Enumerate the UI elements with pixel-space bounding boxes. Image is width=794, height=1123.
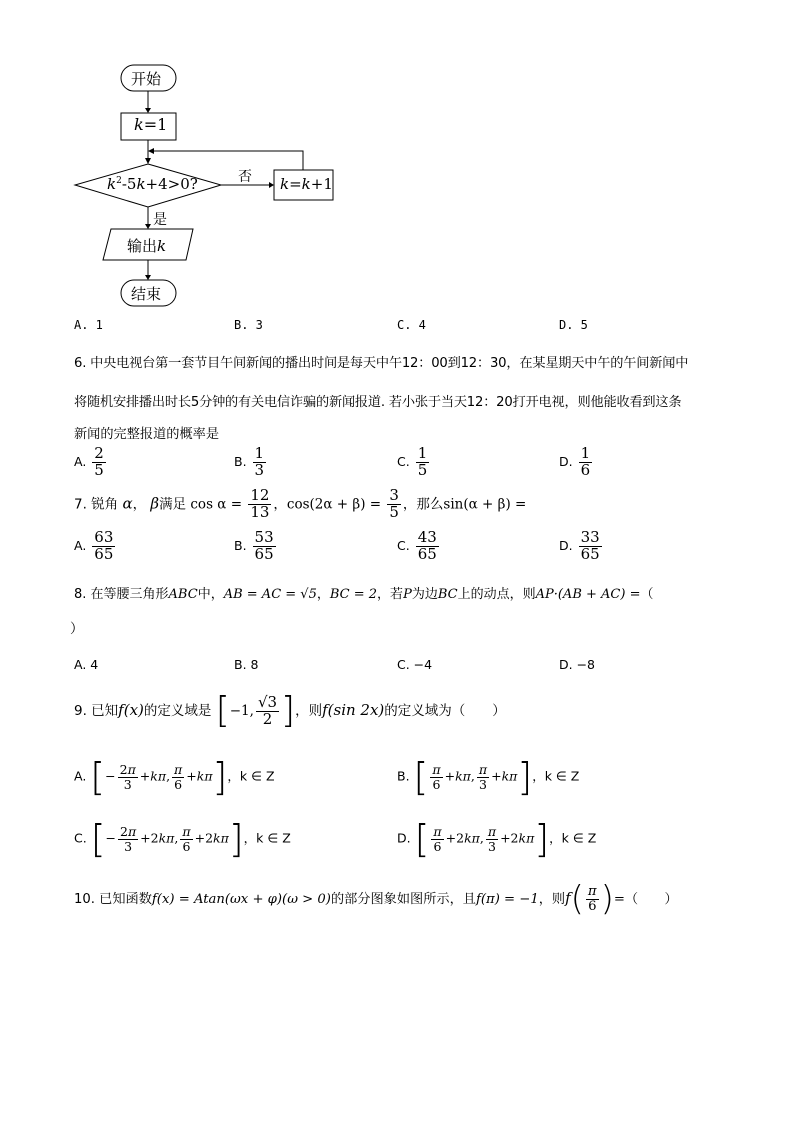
q6-option-a-label: A. bbox=[74, 453, 87, 469]
q8-abc: ABC bbox=[168, 587, 198, 602]
flow-start-label: 开始 bbox=[131, 70, 162, 88]
q7-option-d-num: 33 bbox=[580, 528, 600, 546]
q8-part2: 中， bbox=[197, 587, 224, 602]
q6-line-1: 6. 中央电视台第一套节目午间新闻的播出时间是每天中午12：00到12：30，在某星期天中午的午间新闻中 bbox=[74, 356, 689, 371]
flow-yes-label: 是 bbox=[153, 212, 167, 228]
q6-line-2: 将随机安排播出时长5分钟的有关电信诈骗的新闻报道. 若小张于当天12：20打开电视，则他能收看到这条 bbox=[74, 395, 682, 410]
q7-satisfy: 满足 bbox=[159, 496, 187, 513]
q7-sep: ， bbox=[132, 496, 147, 513]
q9-part2: 的定义域是 bbox=[143, 703, 212, 719]
q7-option-a-label: A. bbox=[74, 537, 87, 553]
q8-part4: ，若 bbox=[377, 587, 404, 602]
q10-six: 6 bbox=[588, 898, 597, 914]
q9-part1: 9. 已知 bbox=[74, 703, 119, 719]
q7-option-c-label: C. bbox=[397, 537, 410, 553]
q8-option-c[interactable]: C. −4 bbox=[397, 657, 433, 672]
q6-option-d[interactable] bbox=[559, 446, 594, 479]
q8-part1: 8. 在等腰三角形 bbox=[74, 587, 169, 602]
q10-part1: 10. 已知函数 bbox=[74, 892, 152, 907]
q7-frac2-den: 5 bbox=[389, 502, 399, 521]
q7-frac1-num: 12 bbox=[250, 486, 270, 504]
q9-option-a[interactable]: A. [− $\frac{2\pi}{3}$ +kπ, $\frac{\pi}{6}$ +kπ]，k ∈ Z bbox=[74, 755, 275, 799]
q7-option-b-label: B. bbox=[234, 537, 247, 553]
q7-alpha: α bbox=[122, 494, 133, 513]
flow-output-label: 输出k bbox=[127, 237, 167, 255]
q10-fx-expr: f(x) = Atan(ωx + φ)(ω > 0) bbox=[151, 892, 331, 907]
q7-option-c-num: 43 bbox=[417, 528, 437, 546]
q7-option-d-label: D. bbox=[559, 537, 573, 553]
q10-pi: π bbox=[587, 883, 597, 899]
q9-option-a-label: A. bbox=[74, 768, 87, 784]
q9-option-c[interactable]: C. [− $\frac{2\pi}{3}$ +2kπ, $\frac{\pi}{6}$ +2kπ]，k ∈ Z bbox=[74, 817, 291, 861]
q6-line-3: 新闻的完整报道的概率是 bbox=[74, 427, 220, 442]
q9-option-b-tail: ，k ∈ Z bbox=[532, 768, 580, 784]
q9-option-b-label: B. bbox=[397, 768, 410, 784]
q9-option-c-label: C. bbox=[74, 830, 87, 846]
q9-option-a-tail: ，k ∈ Z bbox=[227, 768, 275, 784]
q8-bc: BC bbox=[437, 587, 458, 602]
q7-option-a-num: 63 bbox=[94, 528, 114, 546]
q8-eq2: BC = 2 bbox=[329, 587, 378, 602]
q5-option-d[interactable]: D. 5 bbox=[559, 318, 588, 332]
q7-cos2: ，cos(2α + β) = bbox=[273, 496, 382, 513]
q6-option-d-label: D. bbox=[559, 453, 573, 469]
flow-update-label: k=k+1 bbox=[280, 175, 333, 193]
q10-part2: 的部分图象如图所示，且 bbox=[330, 892, 476, 907]
q7-option-d-den: 65 bbox=[580, 544, 600, 563]
q6-option-b-den: 3 bbox=[254, 460, 265, 479]
q6-option-d-num: 1 bbox=[580, 444, 591, 462]
q10-f: f bbox=[565, 889, 571, 907]
q9-stem: 9. 已知f(x)的定义域是 [−1, $\frac{√3}{2}$ ]，则f(sin 2x)的定义域为（ ） bbox=[74, 690, 506, 731]
q6-option-c-num: 1 bbox=[417, 444, 428, 462]
q5-option-c[interactable]: C. 4 bbox=[397, 318, 426, 332]
q7-sin-expr: sin(α + β) = bbox=[443, 496, 527, 513]
q9-fsin: f(sin 2x) bbox=[322, 701, 385, 719]
q8-stem bbox=[74, 583, 653, 602]
q7-frac2-num: 3 bbox=[389, 486, 399, 504]
q10-fpi: f(π) = −1 bbox=[476, 892, 539, 907]
q10-eq: = bbox=[613, 892, 625, 907]
q8-option-a[interactable]: A. 4 bbox=[74, 657, 99, 672]
q7-frac1-den: 13 bbox=[250, 502, 270, 521]
q9-option-d-tail: ，k ∈ Z bbox=[549, 830, 597, 846]
flow-no-label: 否 bbox=[238, 169, 252, 185]
q9-sqrt3: √3 bbox=[257, 692, 278, 711]
q8-option-b[interactable]: B. 8 bbox=[234, 657, 259, 672]
q9-part3: ，则 bbox=[295, 703, 323, 719]
flow-end-label: 结束 bbox=[131, 285, 162, 303]
q6-option-b-label: B. bbox=[234, 453, 247, 469]
q8-vec-expr: AP·(AB + AC) = bbox=[535, 587, 641, 602]
q9-dom-left: −1, bbox=[229, 703, 254, 719]
q7-then: ，那么 bbox=[402, 496, 444, 513]
q6-option-a-num: 2 bbox=[94, 444, 104, 462]
q6-option-d-den: 6 bbox=[580, 460, 591, 479]
q8-p: P bbox=[403, 587, 412, 602]
q6-option-a[interactable] bbox=[74, 446, 108, 479]
q9-two: 2 bbox=[262, 709, 273, 728]
q8-part6: 上的动点，则 bbox=[457, 587, 536, 602]
q7-option-c-den: 65 bbox=[417, 544, 437, 563]
q7-option-a-den: 65 bbox=[94, 544, 114, 563]
q7-prefix: 7. 锐角 bbox=[74, 496, 119, 513]
q9-option-d-label: D. bbox=[397, 830, 411, 846]
q7-option-b-num: 53 bbox=[254, 528, 274, 546]
q8-paren-open: （ bbox=[640, 587, 654, 602]
q9-option-d[interactable]: D. [ $\frac{\pi}{6}$ +2kπ, $\frac{\pi}{3}$ +2kπ]，k ∈ Z bbox=[397, 817, 597, 861]
q6-option-c-den: 5 bbox=[417, 460, 428, 479]
q7-option-a[interactable] bbox=[74, 530, 117, 563]
flow-condition-label: $k^2-5k+4>0$? bbox=[107, 175, 198, 193]
q7-stem bbox=[74, 488, 526, 521]
q7-option-c[interactable] bbox=[397, 530, 441, 563]
q9-option-c-tail: ，k ∈ Z bbox=[243, 830, 291, 846]
q10-part3: ，则 bbox=[538, 892, 566, 907]
q8-part3: ， bbox=[316, 587, 330, 602]
q7-option-b-den: 65 bbox=[254, 544, 274, 563]
q7-beta: β bbox=[150, 494, 160, 513]
q9-fx: f(x) bbox=[118, 701, 144, 719]
q7-option-d[interactable] bbox=[559, 530, 604, 563]
q7-cos-alpha: cos α = bbox=[190, 496, 243, 513]
q10-stem: 10. 已知函数f(x) = Atan(ωx + φ)(ω > 0)的部分图象如图所示，且f(π) = −1，则f( $\frac{\pi}{6}$ )=（ ） bbox=[74, 879, 678, 919]
q6-option-c[interactable] bbox=[397, 446, 431, 479]
q5-option-a[interactable]: A. 1 bbox=[74, 318, 103, 332]
q6-option-c-label: C. bbox=[397, 453, 410, 469]
q6-option-b[interactable] bbox=[234, 446, 268, 479]
q6-option-b-num: 1 bbox=[254, 444, 265, 462]
flow-init-label: k=1 bbox=[134, 115, 168, 134]
q8-part5: 为边 bbox=[411, 587, 438, 602]
q9-option-b[interactable]: B. [ $\frac{\pi}{6}$ +kπ, $\frac{\pi}{3}$ +kπ]，k ∈ Z bbox=[397, 755, 580, 799]
q5-option-b[interactable]: B. 3 bbox=[234, 318, 263, 332]
q8-paren-close: ） bbox=[70, 621, 84, 637]
q7-option-b[interactable] bbox=[234, 530, 278, 563]
q10-paren: （ ） bbox=[624, 892, 678, 907]
flowchart bbox=[0, 0, 400, 315]
q8-eq1: AB = AC = √5 bbox=[223, 587, 317, 602]
q9-part4: 的定义域为（ ） bbox=[384, 703, 506, 719]
q8-option-d[interactable]: D. −8 bbox=[559, 657, 595, 672]
q6-option-a-den: 5 bbox=[94, 460, 104, 479]
